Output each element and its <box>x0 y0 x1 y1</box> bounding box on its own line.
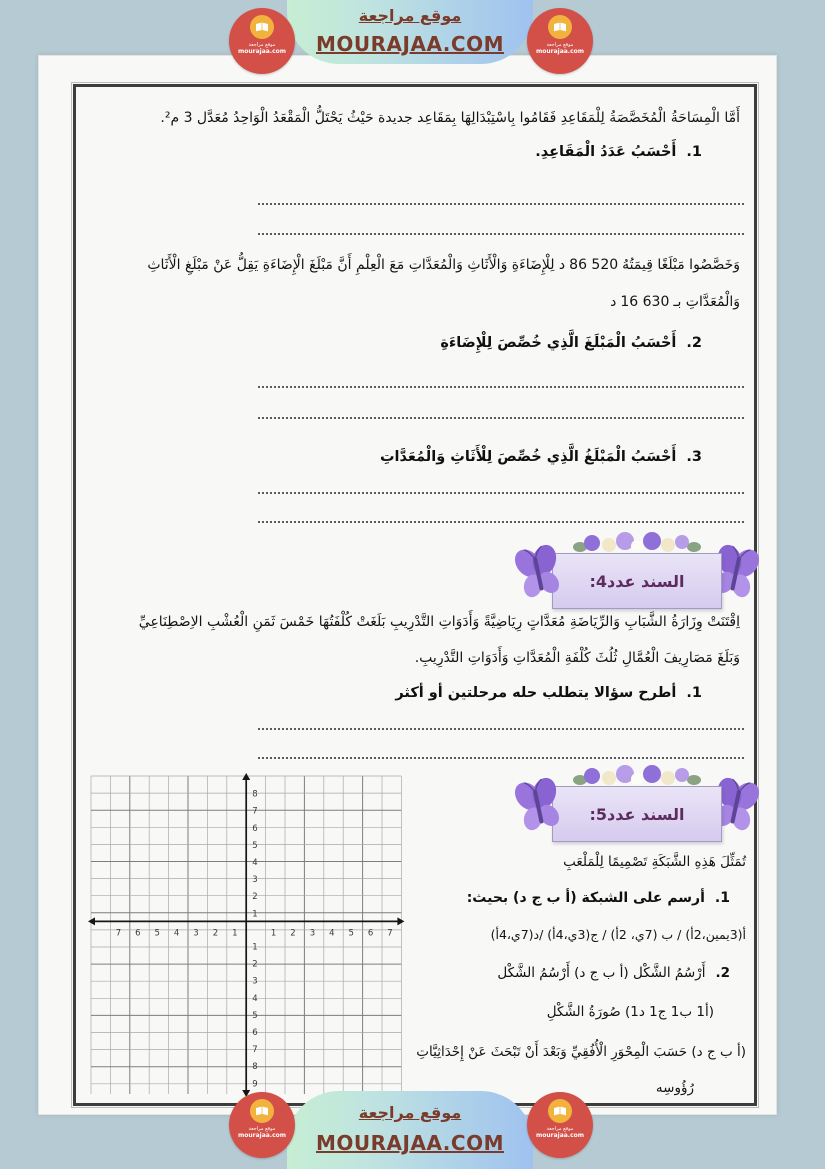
question-number: 1. <box>686 144 702 160</box>
banner-title: السند عدد5: <box>589 804 685 824</box>
site-logo <box>527 8 593 74</box>
svg-text:7: 7 <box>252 1045 258 1056</box>
logo-text-domain: mourajaa.com <box>237 1132 287 1139</box>
question-number: 1. <box>686 685 702 701</box>
svg-text:3: 3 <box>309 928 316 939</box>
svg-text:5: 5 <box>154 928 160 939</box>
svg-text:1: 1 <box>270 928 277 939</box>
logo-text-ar: موقع مراجعة <box>546 42 574 48</box>
svg-text:8: 8 <box>252 789 258 800</box>
svg-text:9: 9 <box>252 1079 258 1090</box>
svg-text:1: 1 <box>252 942 258 953</box>
site-name-arabic: موقع مراجعة <box>358 1103 462 1122</box>
book-icon <box>250 1099 274 1123</box>
answer-line <box>258 233 744 235</box>
svg-text:7: 7 <box>252 806 258 817</box>
svg-text:5: 5 <box>252 1010 258 1021</box>
logo-text-ar: موقع مراجعة <box>546 1126 574 1132</box>
svg-text:4: 4 <box>252 993 258 1004</box>
question-text: أرسم على الشبكة (أ ب ج د) بحيث: <box>466 890 705 906</box>
paragraph-ministry-line2: وَبَلَغَ مَصَارِيفَ الْعُمَّالِ ثُلُثَ كُلْفَةِ الْمُعَدَّاتِ وَأَدَوَاتِ التَّدْرِيبِ. <box>414 650 740 666</box>
document-page <box>38 55 777 1115</box>
answer-line <box>258 757 744 759</box>
svg-text:7: 7 <box>387 928 393 939</box>
site-header <box>0 0 825 70</box>
svg-text:3: 3 <box>252 976 258 987</box>
site-logo <box>229 8 295 74</box>
svg-text:2: 2 <box>252 892 258 903</box>
shape-image-text: (أ1 ب1 ج1 د1) صُورَةُ الشَّكْلِ <box>546 1004 714 1020</box>
banner-sanad-5 <box>524 770 750 842</box>
coordinate-grid <box>88 773 406 1099</box>
question-text: أطرح سؤالا يتطلب حله مرحلتين أو أكثر <box>395 685 677 701</box>
paragraph-seats: أَمَّا الْمِسَاحَةُ الْمُخَصَّصَةُ لِلْمَقَاعِدِ فَقَامُوا بِاسْتِبْدَالِهَا بِمَقَاعِد جديدة حَيْثُ يَحْتَلُّ الْمَقْعَدُ الْوَاحِدُ مُعَدَّل 3 م². <box>160 110 740 126</box>
svg-text:2: 2 <box>290 928 296 939</box>
svg-text:2: 2 <box>252 959 258 970</box>
coordinates-list: أ(3يمين،2أ) / ب (7ي، 2أ) / ج(3ي،4أ) /د(7ي،4أ) <box>490 927 746 942</box>
question-text: أَحْسَبُ الْمَبْلَغُ الَّذِي خُصِّصَ لِلْأَثَاثِ وَالْمُعَدَّاتِ <box>379 449 677 465</box>
amount-difference: 16 630 <box>620 294 670 310</box>
svg-text:2: 2 <box>212 928 219 939</box>
paragraph-budget-line1: وَخَصَّصُوا مَبْلَغًا قِيمَتُهُ86 520د لِلْإِضَاءَةِ وَالْأَثَاثِ وَالْمُعَدَّاتِ مَعَ الْعِلْمِ أَنَّ مَبْلَغَ الْإِضَاءَةِ يَقِلُّ عَنْ مَبْلَغِ الْأَثَاثِ <box>147 257 740 273</box>
svg-text:7: 7 <box>115 928 122 939</box>
svg-text:4: 4 <box>329 928 335 939</box>
question-draw-shape <box>497 960 730 986</box>
answer-line <box>258 417 744 419</box>
question-number: 2. <box>686 335 702 351</box>
flowers-decoration <box>562 531 712 555</box>
question-draw-network <box>467 885 730 911</box>
answer-line <box>258 728 744 730</box>
svg-text:6: 6 <box>367 928 374 939</box>
paragraph-budget-line2: وَالْمُعَدَّاتِ بـ16 630د <box>610 294 740 310</box>
answer-line <box>258 203 744 205</box>
worksheet-border-box <box>73 84 757 1106</box>
amount-total: 86 520 <box>569 257 619 273</box>
question-text: أَحْسَبُ الْمَبْلَغَ الَّذِي خُصِّصَ لِلْإِضَاءَةِ <box>440 335 677 351</box>
site-name-arabic: موقع مراجعة <box>358 6 462 25</box>
svg-text:3: 3 <box>193 928 199 939</box>
question-number: 1. <box>714 890 730 906</box>
site-logo <box>527 1092 593 1158</box>
svg-text:1: 1 <box>252 909 258 920</box>
question-text: أَحْسَبُ عَدَدُ الْمَقَاعِدِ. <box>535 144 677 160</box>
logo-text-domain: mourajaa.com <box>535 1132 585 1139</box>
svg-text:8: 8 <box>252 1062 258 1073</box>
butterfly-icon <box>511 774 566 838</box>
svg-text:6: 6 <box>252 823 258 834</box>
flowers-decoration <box>562 764 712 788</box>
svg-text:6: 6 <box>135 928 141 939</box>
vertices-text: رُؤُوسِه <box>655 1080 694 1096</box>
svg-text:1: 1 <box>232 928 238 939</box>
logo-text-ar: موقع مراجعة <box>248 42 276 48</box>
question-2-lighting <box>440 330 702 356</box>
site-logo <box>229 1092 295 1158</box>
site-domain-link[interactable]: MOURAJAA.COM <box>316 32 504 56</box>
logo-text-domain: mourajaa.com <box>237 48 287 55</box>
svg-text:4: 4 <box>252 857 258 868</box>
question-1-seats <box>535 139 702 165</box>
book-icon <box>548 15 572 39</box>
question-3-furniture <box>380 444 702 470</box>
svg-text:3: 3 <box>252 875 258 886</box>
banner-box <box>552 553 722 609</box>
question-text: أَرْسُمُ الشَّكْل (أ ب ج د) أَرْسُمُ الشَّكْل <box>497 965 706 981</box>
site-footer <box>0 1085 825 1169</box>
banner-sanad-4 <box>524 537 750 609</box>
svg-text:5: 5 <box>348 928 354 939</box>
svg-text:5: 5 <box>252 840 258 851</box>
banner-box <box>552 786 722 842</box>
book-icon <box>250 15 274 39</box>
answer-line <box>258 521 744 523</box>
svg-text:4: 4 <box>173 928 180 939</box>
horizontal-axis-text: (أ ب ج د) حَسَبَ الْمِحْوَرِ الْأُفُقِيِّ وَبَعْدَ أَنْ تَبْحَثَ عَنْ إِحْدَاثِيَّاتِ <box>416 1044 746 1060</box>
svg-text:6: 6 <box>252 1027 258 1038</box>
logo-text-ar: موقع مراجعة <box>248 1126 276 1132</box>
banner-title: السند عدد4: <box>589 571 685 591</box>
logo-text-domain: mourajaa.com <box>535 48 585 55</box>
book-icon <box>548 1099 572 1123</box>
site-domain-link[interactable]: MOURAJAA.COM <box>316 1131 504 1155</box>
question-number: 2. <box>715 965 730 981</box>
answer-line <box>258 492 744 494</box>
question-pose-problem <box>395 680 702 706</box>
question-number: 3. <box>686 449 702 465</box>
grid-intro-text: تُمَثِّلَ هَذِهِ الشَّبَكَةِ تَصْمِيمًا لِلْمَلْعَبِ <box>563 854 746 870</box>
paragraph-ministry-line1: اِقْتَنَتْ وِزَارَةُ الشَّبَابِ وَالرِّيَاضَةِ مُعَدَّاتٍ رِيَاضِيَّةً وَأَدَوَاتِ التَّدْرِيبِ بَلَغَتْ كُلْفَتُهَا خَمْسَ ثَمَنِ الْعُشْبِ الاِصْطِنَاعِيِّ <box>138 614 740 630</box>
butterfly-icon <box>511 541 566 605</box>
answer-line <box>258 386 744 388</box>
